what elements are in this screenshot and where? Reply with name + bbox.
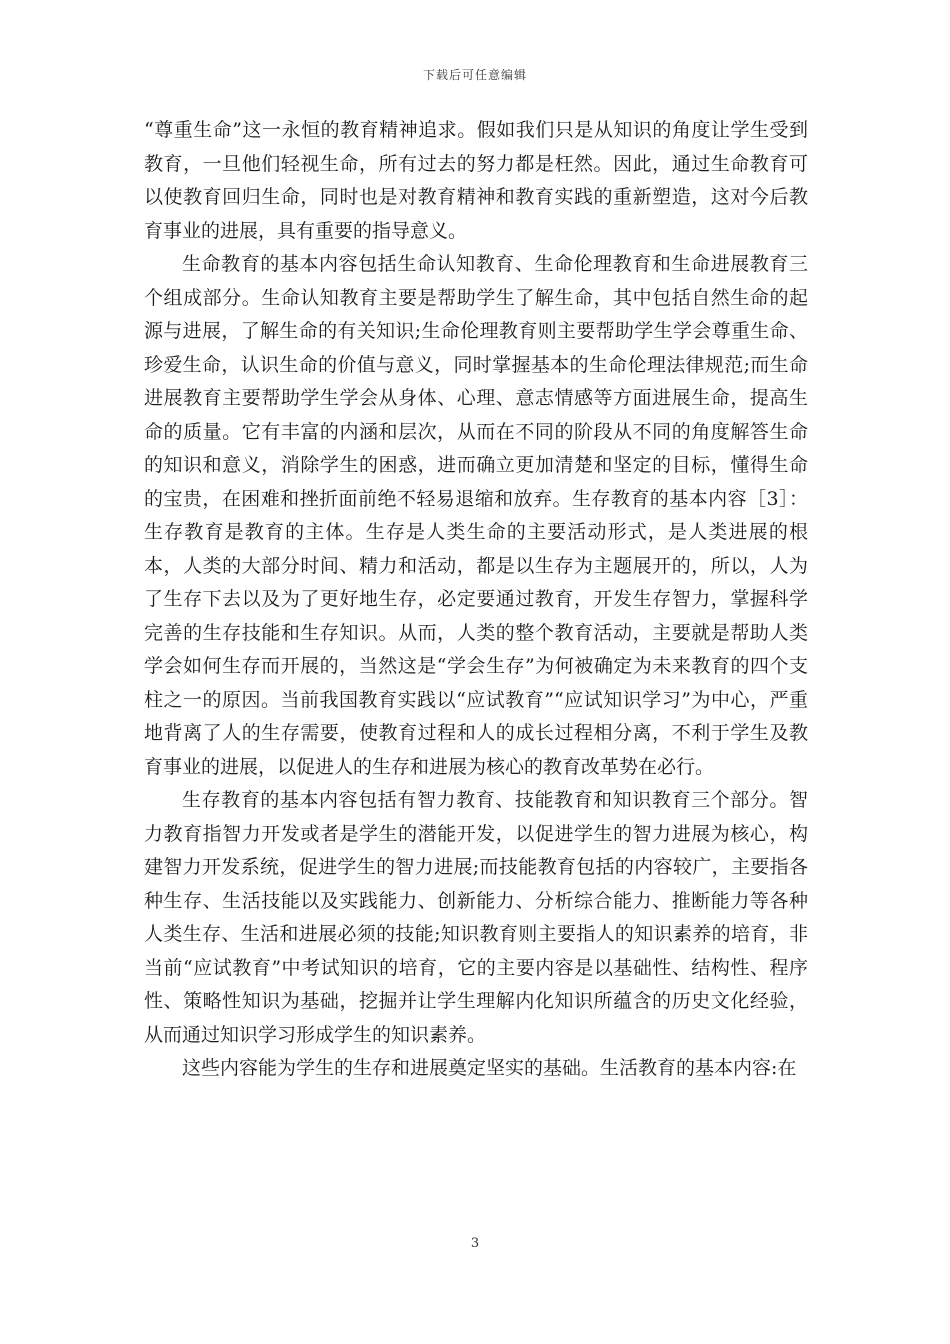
paragraph-3: 生存教育的基本内容包括有智力教育、技能教育和知识教育三个部分。智力教育指智力开发或者是学生的潜能开发，以促进学生的智力进展为核心，构建智力开发系统，促进学生的智力进展;而技能教育包括的内容较广，主要指各种生存、生活技能以及实践能力、创新能力、分析综合能力、推断能力等各种人类生存、生活和进展必须的技能;知识教育则主要指人的知识素养的培育，非当前“应试教育”中考试知识的培育，它的主要内容是以基础性、结构性、程序性、策略性知识为基础，挖掘并让学生理解内化知识所蕴含的历史文化经验，从而通过知识学习形成学生的知识素养。 [144, 789, 808, 1046]
paragraph-1: “尊重生命”这一永恒的教育精神追求。假如我们只是从知识的角度让学生受到教育，一旦他们轻视生命，所有过去的努力都是枉然。因此，通过生命教育可以使教育回归生命，同时也是对教育精神和教育实践的重新塑造，这对今后教育事业的进展，具有重要的指导意义。 [144, 119, 808, 242]
page-number: 3 [470, 1236, 480, 1251]
page-header: 下载后可任意编辑 [422, 68, 527, 82]
document-body [144, 114, 808, 1086]
paragraph-4: 这些内容能为学生的生存和进展奠定坚实的基础。生活教育的基本内容:在 [182, 1057, 797, 1079]
paragraph-2: 生命教育的基本内容包括生命认知教育、生命伦理教育和生命进展教育三个组成部分。生命认知教育主要是帮助学生了解生命，其中包括自然生命的起源与进展，了解生命的有关知识;生命伦理教育则主要帮助学生学会尊重生命、珍爱生命，认识生命的价值与意义，同时掌握基本的生命伦理法律规范;而生命进展教育主要帮助学生学会从身体、心理、意志情感等方面进展生命，提高生命的质量。它有丰富的内涵和层次，从而在不同的阶段从不同的角度解答生命的知识和意义，消除学生的困惑，进而确立更加清楚和坚定的目标，懂得生命的宝贵，在困难和挫折面前绝不轻易退缩和放弃。生存教育的基本内容［3］：生存教育是教育的主体。生存是人类生命的主要活动形式，是人类进展的根本，人类的大部分时间、精力和活动，都是以生存为主题展开的，所以，人为了生存下去以及为了更好地生存，必定要通过教育，开发生存智力，掌握科学完善的生存技能和生存知识。从而，人类的整个教育活动，主要就是帮助人类学会如何生存而开展的，当然这是“学会生存”为何被确定为未来教育的四个支柱之一的原因。当前我国教育实践以“应试教育”“应试知识学习”为中心，严重地背离了人的生存需要，使教育过程和人的成长过程相分离，不利于学生及教育事业的进展，以促进人的生存和进展为核心的教育改革势在必行。 [144, 253, 808, 778]
